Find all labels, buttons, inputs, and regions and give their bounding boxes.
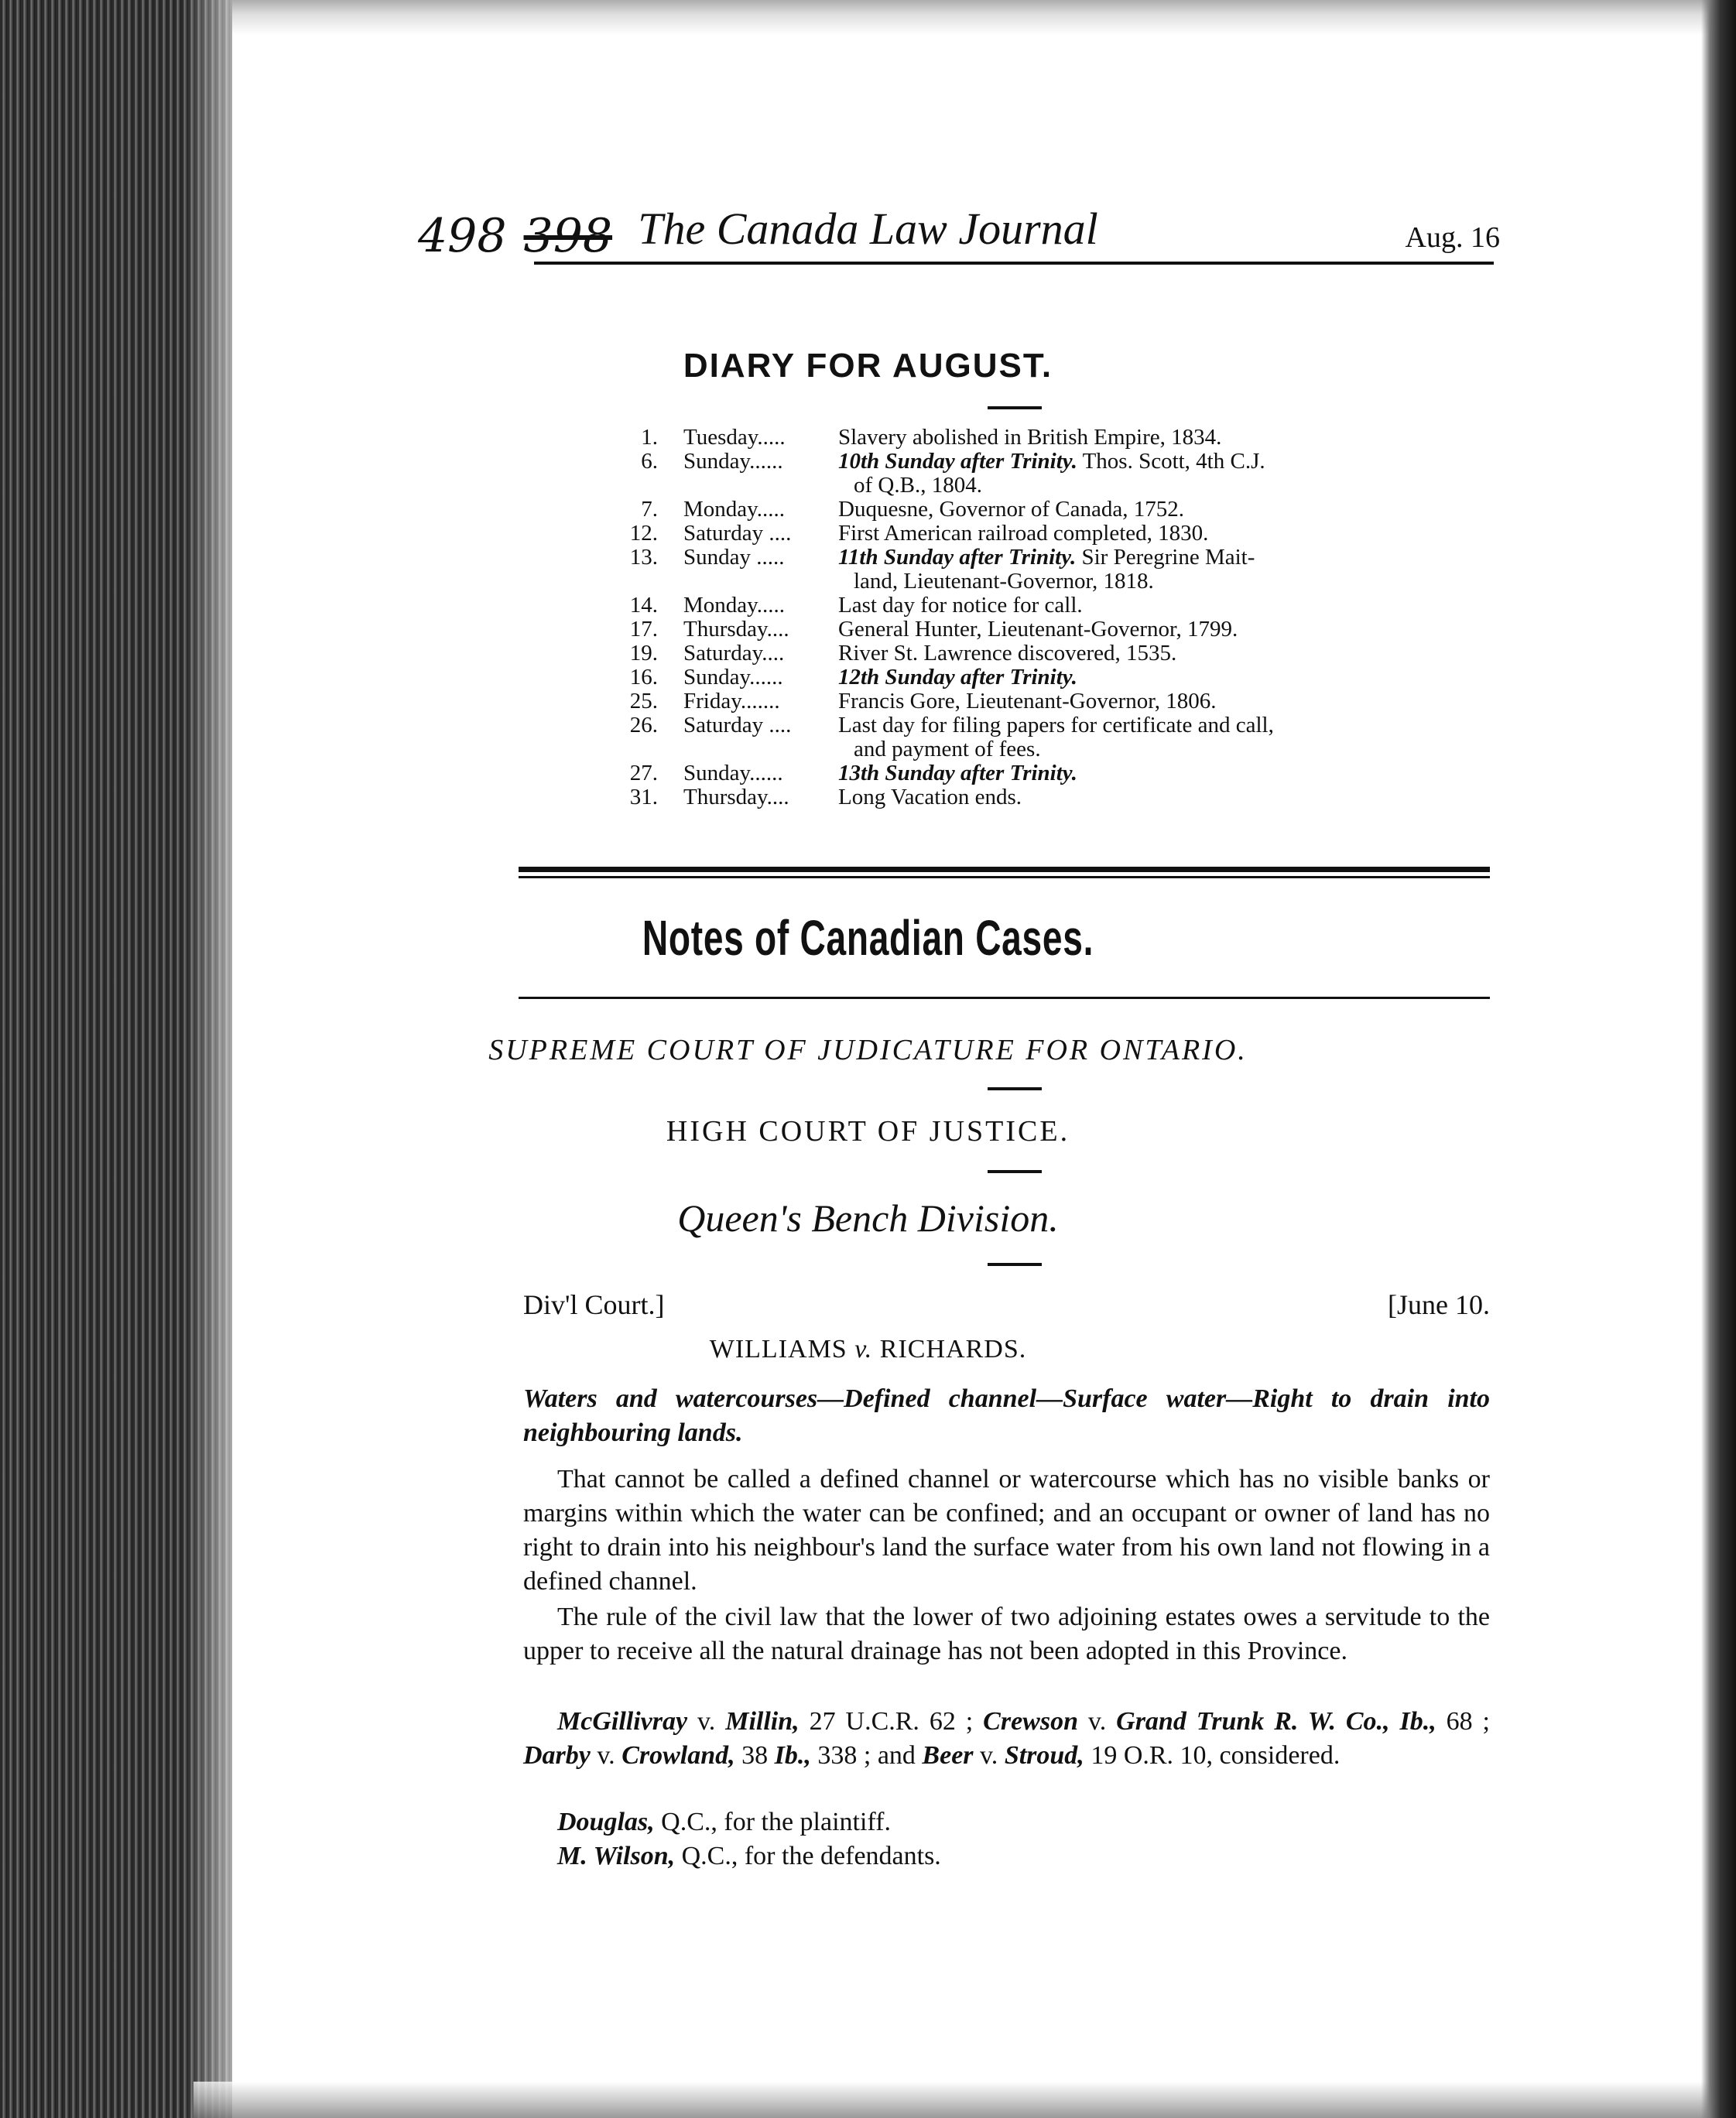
citation-case-name: Crewson (983, 1707, 1078, 1736)
citation-case-name: McGillivray (557, 1707, 688, 1736)
diary-weekday: Sunday...... (683, 665, 783, 689)
divider (988, 1263, 1042, 1266)
citation-case-name: Millin, (725, 1707, 800, 1736)
diary-weekday: Thursday.... (683, 617, 789, 642)
diary-entry (604, 785, 1494, 809)
diary-entry (604, 594, 1494, 618)
diary-weekday: Sunday...... (683, 761, 783, 785)
diary-date: 6. (641, 449, 658, 474)
diary-event: Last day for notice for call. (838, 593, 1083, 618)
diary-entry-continuation: of Q.B., 1804. (854, 473, 982, 498)
diary-event: General Hunter, Lieutenant-Governor, 1799. (838, 617, 1238, 642)
diary-date: 19. (629, 641, 658, 666)
diary-weekday: Saturday.... (683, 641, 785, 666)
diary-entry (604, 713, 1494, 737)
diary-title: DIARY FOR AUGUST. (683, 347, 1053, 385)
diary-date: 31. (629, 785, 658, 809)
diary-event: 12th Sunday after Trinity. (838, 665, 1077, 689)
diary-date: 16. (629, 665, 658, 689)
printed-page-number: 398 (523, 209, 613, 263)
citation-case-name: Beer (922, 1741, 974, 1770)
diary-entry (604, 450, 1494, 474)
court-label: Div'l Court.] (523, 1289, 665, 1320)
notes-title: Notes of Canadian Cases. (642, 910, 1094, 966)
court-name: SUPREME COURT OF JUDICATURE FOR ONTARIO. (488, 1034, 1248, 1066)
diary-event: Duquesne, Governor of Canada, 1752. (838, 497, 1184, 522)
diary-weekday: Tuesday..... (683, 425, 786, 450)
counsel-defendant: M. Wilson, Q.C., for the defendants. (557, 1842, 941, 1870)
case-title (0, 1335, 1736, 1364)
case-paragraph-2: The rule of the civil law that the lower of two adjoining estates owes a servitude to the upper to receive all the natural drainage has not been adopted in this Province. (523, 1603, 1490, 1665)
diary-event: Long Vacation ends. (838, 785, 1022, 809)
diary-entry-continuation: land, Lieutenant-Governor, 1818. (854, 569, 1154, 594)
defendant-name: RICHARDS. (879, 1335, 1027, 1364)
diary-event: Last day for filing papers for certificate and call, (838, 713, 1274, 737)
case-paragraph-1: That cannot be called a defined channel or watercourse which has no visible banks or margins within which the water can be confined; and an occupant or owner of land has no right to drain into his neighbour's land the surface water from his own land not flowing in a defined channel. (523, 1465, 1490, 1596)
diary-date: 12. (629, 521, 658, 546)
issue-date: Aug. 16 (1405, 221, 1500, 254)
diary-entry (604, 426, 1494, 450)
diary-weekday: Saturday .... (683, 521, 792, 546)
plaintiff-name: WILLIAMS (709, 1335, 847, 1364)
diary-entry (604, 522, 1494, 546)
diary-event: Francis Gore, Lieutenant-Governor, 1806. (838, 689, 1217, 713)
diary-date: 13. (629, 545, 658, 570)
diary-entry-continuation: and payment of fees. (854, 737, 1041, 761)
diary-entry (604, 642, 1494, 666)
citation-case-name: Stroud, (1004, 1741, 1084, 1770)
counsel-plaintiff: Douglas, Q.C., for the plaintiff. (557, 1808, 891, 1836)
diary-weekday: Sunday ..... (683, 545, 785, 570)
diary-entry (604, 666, 1494, 689)
subcourt-name: HIGH COURT OF JUSTICE. (666, 1115, 1070, 1148)
versus: v. (854, 1335, 873, 1364)
divider (988, 1087, 1042, 1090)
diary-event: 13th Sunday after Trinity. (838, 761, 1077, 785)
diary-weekday: Monday..... (683, 497, 786, 522)
diary-entry (604, 689, 1494, 713)
diary-weekday: Saturday .... (683, 713, 792, 737)
diary-date: 14. (629, 593, 658, 618)
case-headnote: Waters and watercourses—Defined channel—Surface water—Right to drain into neighbouring lands. (523, 1384, 1490, 1447)
diary-date: 27. (629, 761, 658, 785)
citation-case-name: Grand Trunk R. W. Co., Ib., (1116, 1707, 1436, 1736)
diary-event: River St. Lawrence discovered, 1535. (838, 641, 1177, 666)
diary-weekday: Friday....... (683, 689, 780, 713)
diary-event: First American railroad completed, 1830. (838, 521, 1209, 546)
divider (988, 406, 1042, 409)
case-date: [June 10. (1388, 1289, 1490, 1320)
diary-date: 26. (629, 713, 658, 737)
section-rule (519, 997, 1490, 999)
diary-date: 1. (641, 425, 658, 450)
case-citations: McGillivray v. Millin, 27 U.C.R. 62 ; Crewson v. Grand Trunk R. W. Co., Ib., 68 ; Darby v. Crowland, 38 Ib., 338 ; and Beer v. Stroud, 19 O.R. 10, considered. (523, 1707, 1491, 1770)
diary-date: 17. (629, 617, 658, 642)
diary-entry (604, 761, 1494, 785)
diary-date: 25. (629, 689, 658, 713)
diary-event: Slavery abolished in British Empire, 1834. (838, 425, 1222, 450)
diary-event: 11th Sunday after Trinity. Sir Peregrine Mait- (838, 545, 1255, 570)
header-rule (534, 262, 1494, 265)
handwritten-page-number: 498 (418, 209, 507, 263)
diary-weekday: Thursday.... (683, 785, 789, 809)
diary-date: 7. (641, 497, 658, 522)
division-name: Queen's Bench Division. (677, 1196, 1059, 1240)
diary-entry (604, 498, 1494, 522)
diary-weekday: Monday..... (683, 593, 786, 618)
diary-entry (604, 618, 1494, 642)
diary-weekday: Sunday...... (683, 449, 783, 474)
diary-event: 10th Sunday after Trinity. Thos. Scott, 4th C.J. (838, 449, 1265, 474)
divider (988, 1170, 1042, 1173)
citation-case-name: Crowland, (621, 1741, 735, 1770)
diary-list (604, 426, 1494, 809)
citation-case-name: Darby (523, 1741, 591, 1770)
diary-entry (604, 546, 1494, 570)
journal-title: The Canada Law Journal (638, 204, 1098, 254)
